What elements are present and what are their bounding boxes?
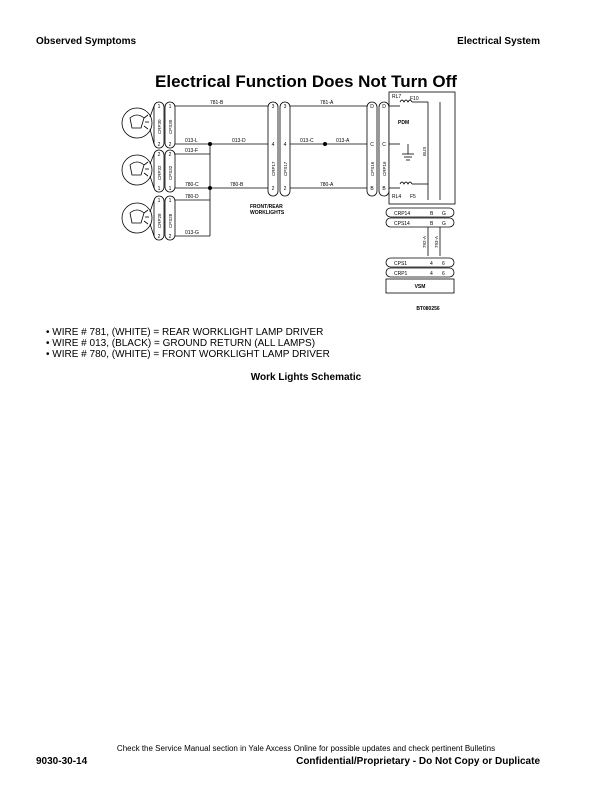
wire-label: 780-A <box>320 182 334 188</box>
wire-label: 013-L <box>185 138 198 144</box>
footer-note: Check the Service Manual section in Yale Axcess Online for possible updates and check pertinent Bulletins <box>116 744 496 753</box>
pin-label: C <box>370 142 374 148</box>
connector-label: CRP14 <box>394 211 411 217</box>
pin-label: G <box>442 211 446 217</box>
pin-label: 1 <box>168 104 172 110</box>
pin-label: 4 <box>430 271 433 277</box>
pin-label: C <box>382 142 386 148</box>
wire-label: 780-C <box>185 182 199 188</box>
confidential-notice: Confidential/Proprietary - Do Not Copy or Duplicate <box>296 756 540 767</box>
connector-label: CRP17 <box>271 161 276 176</box>
wire-label: 780-B <box>230 182 244 188</box>
connector-label: CPS16 <box>370 161 375 176</box>
wire-legend-item: • WIRE # 781, (WHITE) = REAR WORKLIGHT LAMP DRIVER <box>46 327 330 338</box>
connector-label: CRP16 <box>382 161 387 176</box>
pin-label: B <box>370 186 374 192</box>
wire-label: 793-A <box>434 235 439 248</box>
pdm-label: PDM <box>398 120 410 126</box>
wire-label: 781-B <box>210 100 224 106</box>
pin-label: 3 <box>271 104 275 110</box>
pin-label: 3 <box>283 104 287 110</box>
rear-worklight-lamp-icon <box>122 108 152 138</box>
wire-legend-item: • WIRE # 780, (WHITE) = FRONT WORKLIGHT LAMP DRIVER <box>46 349 330 360</box>
wire-label: 792-A <box>422 235 427 248</box>
pin-label: 2 <box>168 142 172 148</box>
connector-label: CPS32 <box>168 165 173 180</box>
connector-label: CRP30 <box>157 119 162 134</box>
pin-label: 2 <box>157 152 161 158</box>
pin-label: 6 <box>442 271 445 277</box>
pin-label: 1 <box>168 186 172 192</box>
connector-label: CRP1 <box>394 271 408 277</box>
wire-label: 013-D <box>232 138 246 144</box>
connector-label: CPS30 <box>168 119 173 134</box>
worklights-label: WORKLIGHTS <box>250 210 285 216</box>
wire-label: 781-A <box>320 100 334 106</box>
wire-label: 013-G <box>185 230 199 236</box>
connector-label: CPS17 <box>283 161 288 176</box>
pin-label: 6 <box>442 261 445 267</box>
vsm-label: VSM <box>414 284 426 290</box>
pin-label: G <box>442 221 446 227</box>
header-system-title: Electrical System <box>457 36 540 47</box>
pin-label: 1 <box>168 198 172 204</box>
connector-label: CPS14 <box>394 221 410 227</box>
pin-label: 2 <box>283 186 287 192</box>
pin-label: 2 <box>157 142 161 148</box>
work-lights-schematic <box>110 88 470 320</box>
front-worklight-lamp-2-icon <box>122 203 152 233</box>
front-worklight-lamp-icon <box>122 155 152 185</box>
connector-label: CRP32 <box>157 165 162 180</box>
worklights-label: FRONT/REAR <box>250 204 283 210</box>
connector-label: CRP28 <box>157 213 162 228</box>
wire-label: 013-A <box>336 138 350 144</box>
pin-label: 2 <box>271 186 275 192</box>
relay-label: RL7 <box>392 94 402 100</box>
connector-label: CPS1 <box>394 261 408 267</box>
pin-label: 2 <box>157 234 161 240</box>
document-number: 9030-30-14 <box>36 756 88 767</box>
wire-label: 013-C <box>300 138 314 144</box>
pin-label: 4 <box>271 142 275 148</box>
pin-label: B <box>382 186 386 192</box>
pin-label: 1 <box>157 104 161 110</box>
pin-label: 4 <box>283 142 287 148</box>
wire-legend-item: • WIRE # 013, (BLACK) = GROUND RETURN (ALL LAMPS) <box>46 338 330 349</box>
pin-label: 2 <box>168 152 172 158</box>
page-title: Electrical Function Does Not Turn Off <box>155 72 457 91</box>
fuse-label: F10 <box>410 96 419 102</box>
wire-label: 780-D <box>185 194 199 200</box>
pin-label: 4 <box>430 261 433 267</box>
header-section-title: Observed Symptoms <box>36 36 137 47</box>
figure-caption: Work Lights Schematic <box>250 372 362 383</box>
bus-label: BUS <box>422 146 427 156</box>
pin-label: D <box>370 104 374 110</box>
wire-legend <box>46 327 330 360</box>
relay-label: RL4 <box>392 194 402 200</box>
pin-label: B <box>430 211 434 217</box>
connector-label: CPS28 <box>168 213 173 228</box>
pin-label: B <box>430 221 434 227</box>
pin-label: D <box>382 104 386 110</box>
pin-label: 1 <box>157 198 161 204</box>
wire-label: 013-F <box>185 148 199 154</box>
fuse-label: F5 <box>410 194 416 200</box>
figure-id: BT080256 <box>416 306 440 312</box>
pin-label: 2 <box>168 234 172 240</box>
pin-label: 1 <box>157 186 161 192</box>
